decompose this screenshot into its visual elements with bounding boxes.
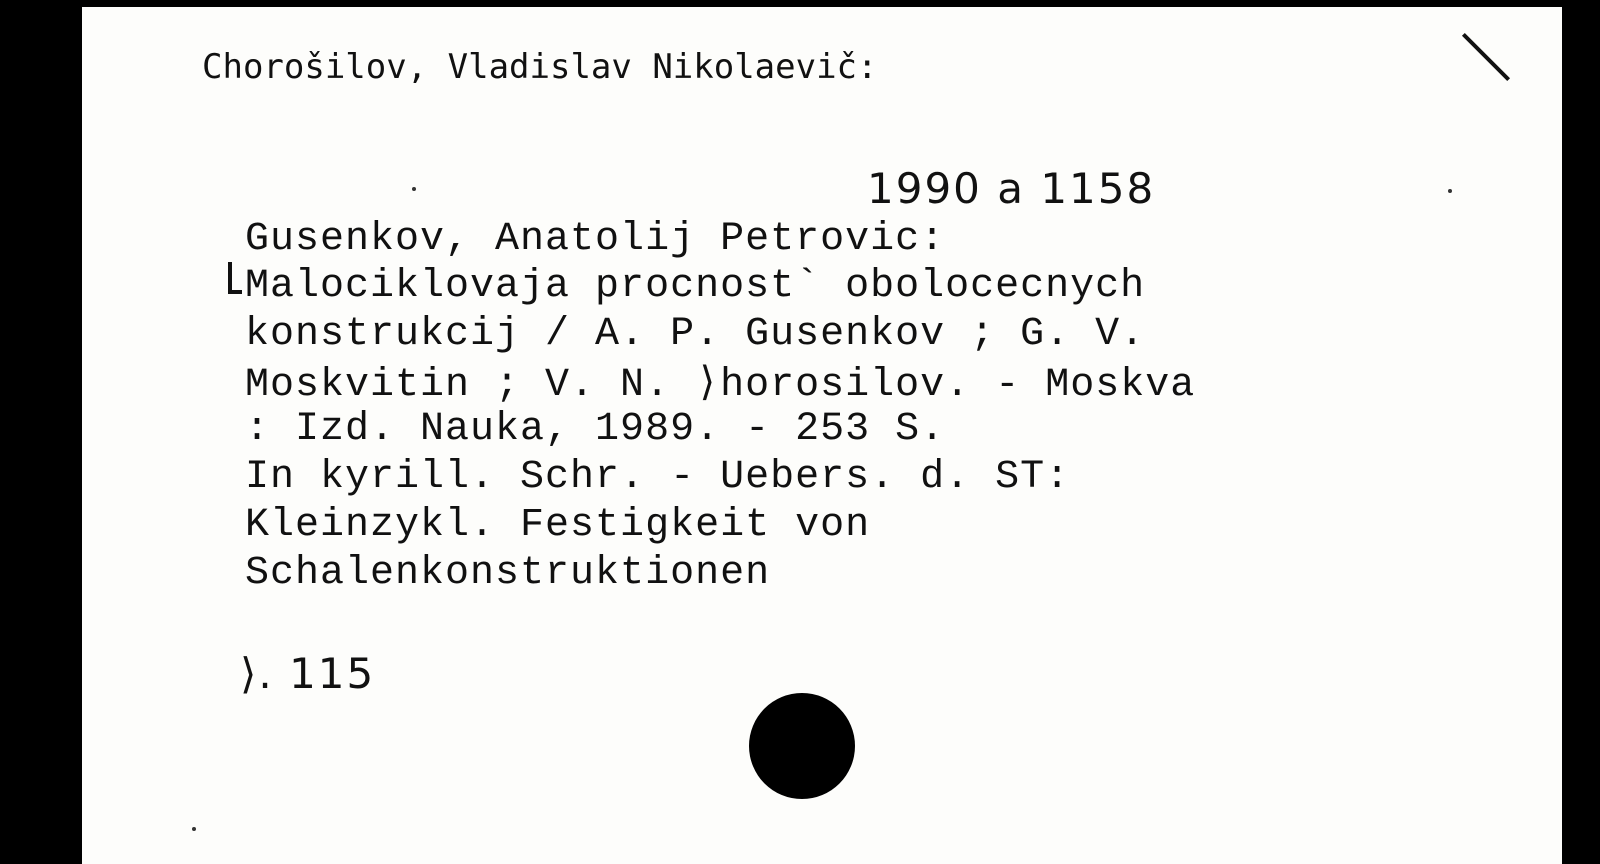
body-line: : Izd. Nauka, 1989. - 253 S. [245, 407, 946, 452]
body-line: Moskvitin ; V. N. ⟩horosilov. - Moskva [245, 363, 1196, 408]
corner-slash-mark [1462, 33, 1510, 81]
body-line: Schalenkonstruktionen [245, 551, 771, 596]
author-heading: Chorošilov, Vladislav Nikolaevič: [202, 47, 878, 87]
ink-speck [1448, 189, 1452, 193]
bracket-mark [228, 262, 242, 294]
punch-hole [749, 693, 855, 799]
catalog-card [82, 7, 1562, 864]
ink-speck [412, 187, 416, 191]
call-number: 1990 a 1158 [867, 164, 1156, 213]
footer-number: ⟩. 115 [240, 649, 376, 698]
body-line: Gusenkov, Anatolij Petrovic: [245, 217, 946, 262]
body-line: Malociklovaja procnost` obolocecnych [245, 264, 1146, 309]
body-line: Kleinzykl. Festigkeit von [245, 503, 871, 548]
ink-speck [192, 827, 196, 831]
body-line: In kyrill. Schr. - Uebers. d. ST: [245, 455, 1071, 500]
body-line: konstrukcij / A. P. Gusenkov ; G. V. [245, 312, 1146, 357]
